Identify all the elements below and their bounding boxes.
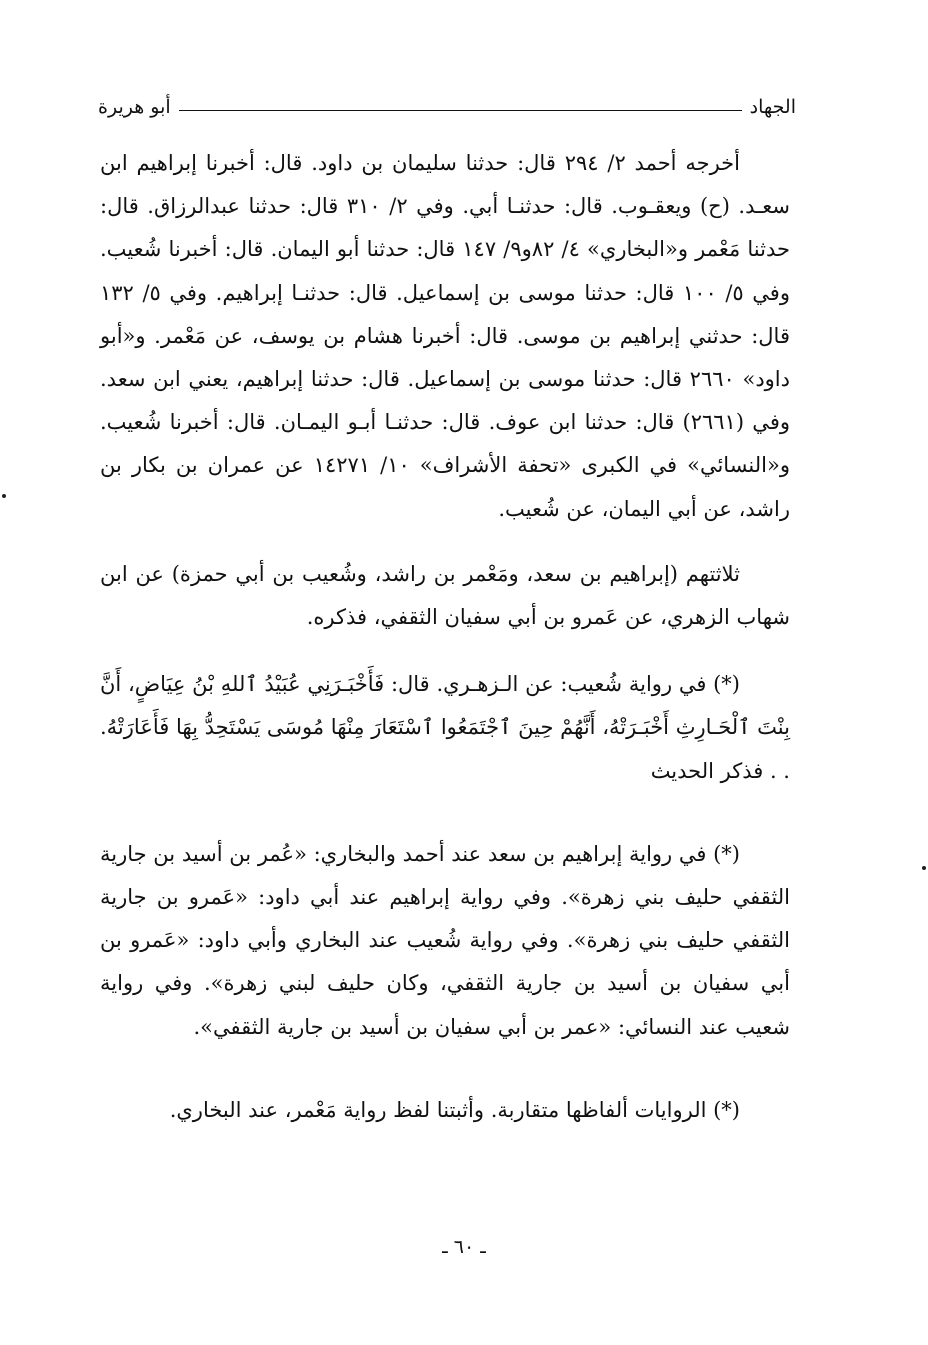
header-rule <box>179 110 742 111</box>
note-narrator-names: (*) في رواية إبراهيم بن سعد عند أحمد والبخاري: «عُمر بن أسيد بن جارية الثقفي حليف بني زهرة». وفي رواية إبراهيم عند أبي داود: «عَمرو بن جارية الثقفي حليف بني زهرة». وفي رواية شُعيب عند البخاري وأبي داود: «عَمرو بن أبي سفيان بن أسيد بن جارية الثقفي، وكان حليف لبني زهرة». وفي رواية شعيب عند النسائي: «عمر بن أبي سفيان بن أسيد بن جارية الثقفي». <box>100 841 790 1039</box>
chain-summary-paragraph: ثلاثتهم (إبراهيم بن سعد، ومَعْمر بن راشد، وشُعيب بن أبي حمزة) عن ابن شهاب الزهري، عن عَمرو بن أبي سفيان الثقفي، فذكره. <box>100 561 790 630</box>
page-number: ـ ٦٠ ـ <box>442 1236 486 1258</box>
note-wording: (*) الروايات ألفاظها متقاربة. وأثبتنا لفظ رواية مَعْمر، عند البخاري. <box>169 1097 740 1122</box>
scan-edge-mark <box>2 494 6 498</box>
scan-edge-mark <box>922 866 926 870</box>
citation-paragraph: أخرجه أحمد ٢/ ٢٩٤ قال: حدثنا سليمان بن داود. قال: أخبرنا إبراهيم ابن سعـد. (ح) ويعقـوب. قال: حدثنـا أبي. وفي ٢/ ٣١٠ قال: حدثنا عبدالرزاق. قال: حدثنا مَعْمر و«البخاري» ٤/ ٨٢و٩/ ١٤٧ قال: حدثنا أبو اليمان. قال: أخبرنا شُعيب. وفي ٥/ ١٠٠ قال: حدثنا موسى بن إسماعيل. قال: حدثنـا إبراهيم. وفي ٥/ ١٣٢ قال: حدثني إبراهيم بن موسى. قال: أخبرنا هشام بن يوسف، عن مَعْمر. و«أبو داود» ٢٦٦٠ قال: حدثنا موسى بن إسماعيل. قال: حدثنا إبراهيم، يعني ابن سعد. وفي (٢٦٦١) قال: حدثنا ابن عوف. قال: حدثنـا أبـو اليمـان. قال: أخبرنا شُعيب. و«النسائي» في الكبرى «تحفة الأشراف» ١٠/ ١٤٢٧١ عن عمران بن بكار بن راشد، عن أبي اليمان، عن شُعيب. <box>100 151 791 521</box>
running-header <box>98 88 796 118</box>
body-text <box>100 142 790 1132</box>
chapter-title: الجهاد <box>749 96 796 118</box>
narrator-name: أبو هريرة <box>98 96 171 118</box>
note-hadith-text: (*) في رواية شُعيب: عن الـزهـري. قال: فَأَخْبَـرَنِي عُبَيْدُ ٱللهِ بْنُ عِيَاضٍ، أَنَّ بِنْتَ ٱلْحَـارِثِ أَخْبَـرَتْهُ، أَنَّهُمْ حِينَ ٱجْتَمَعُوا ٱسْتَعَارَ مِنْهَا مُوسَى يَسْتَحِدُّ بِهَا فَأَعَارَتْهُ. . . فذكر الحديث <box>100 672 790 783</box>
